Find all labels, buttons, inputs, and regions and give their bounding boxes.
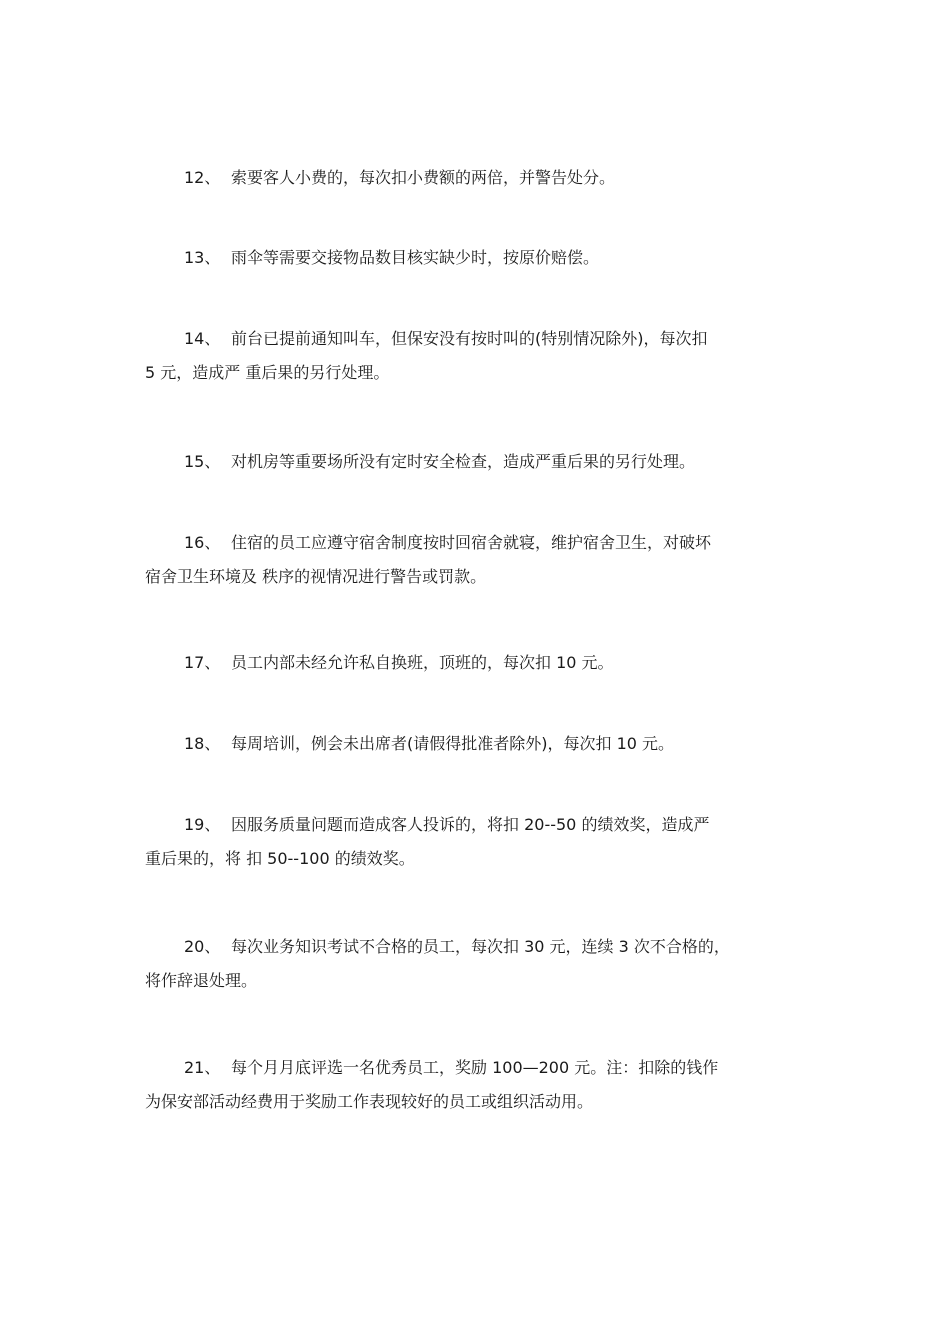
item-text: 索要客人小费的，每次扣小费额的两倍，并警告处分。 bbox=[231, 168, 616, 187]
item-number: 14、 bbox=[184, 329, 221, 348]
item-line-first bbox=[184, 733, 674, 755]
item-line-continuation: 宿舍卫生环境及 秩序的视情况进行警告或罚款。 bbox=[145, 567, 487, 586]
item-text: 每周培训，例会未出席者(请假得批准者除外)，每次扣 10 元。 bbox=[231, 734, 675, 753]
item-line-first bbox=[184, 652, 614, 674]
item-line-continuation: 为保安部活动经费用于奖励工作表现较好的员工或组织活动用。 bbox=[145, 1092, 594, 1111]
item-line-first bbox=[184, 451, 695, 473]
item-line-continuation: 5 元，造成严 重后果的另行处理。 bbox=[145, 363, 390, 382]
item-line-first bbox=[184, 936, 730, 958]
item-text: 员工内部未经允许私自换班，顶班的，每次扣 10 元。 bbox=[231, 653, 614, 672]
item-text: 前台已提前通知叫车，但保安没有按时叫的(特别情况除外)，每次扣 bbox=[231, 329, 708, 348]
item-line-first bbox=[184, 1057, 718, 1079]
item-text: 每个月月底评选一名优秀员工，奖励 100—200 元。注：扣除的钱作 bbox=[231, 1058, 719, 1077]
item-number: 17、 bbox=[184, 653, 221, 672]
item-line-continuation: 重后果的，将 扣 50--100 的绩效奖。 bbox=[145, 849, 415, 868]
item-line-first bbox=[184, 247, 599, 269]
item-text: 因服务质量问题而造成客人投诉的，将扣 20--50 的绩效奖，造成严 bbox=[231, 815, 710, 834]
item-number: 19、 bbox=[184, 815, 221, 834]
item-text: 雨伞等需要交接物品数目核实缺少时，按原价赔偿。 bbox=[231, 248, 600, 267]
item-line-first bbox=[184, 532, 711, 554]
item-number: 16、 bbox=[184, 533, 221, 552]
item-line-first bbox=[184, 328, 708, 350]
item-text: 住宿的员工应遵守宿舍制度按时回宿舍就寝，维护宿舍卫生，对破坏 bbox=[231, 533, 712, 552]
item-number: 15、 bbox=[184, 452, 221, 471]
item-number: 13、 bbox=[184, 248, 221, 267]
item-text: 每次业务知识考试不合格的员工，每次扣 30 元，连续 3 次不合格的， bbox=[231, 937, 730, 956]
item-line-continuation: 将作辞退处理。 bbox=[145, 971, 258, 990]
item-number: 12、 bbox=[184, 168, 221, 187]
item-number: 20、 bbox=[184, 937, 221, 956]
item-number: 18、 bbox=[184, 734, 221, 753]
item-line-first bbox=[184, 814, 709, 836]
item-line-first bbox=[184, 167, 615, 189]
item-text: 对机房等重要场所没有定时安全检查，造成严重后果的另行处理。 bbox=[231, 452, 696, 471]
item-number: 21、 bbox=[184, 1058, 221, 1077]
